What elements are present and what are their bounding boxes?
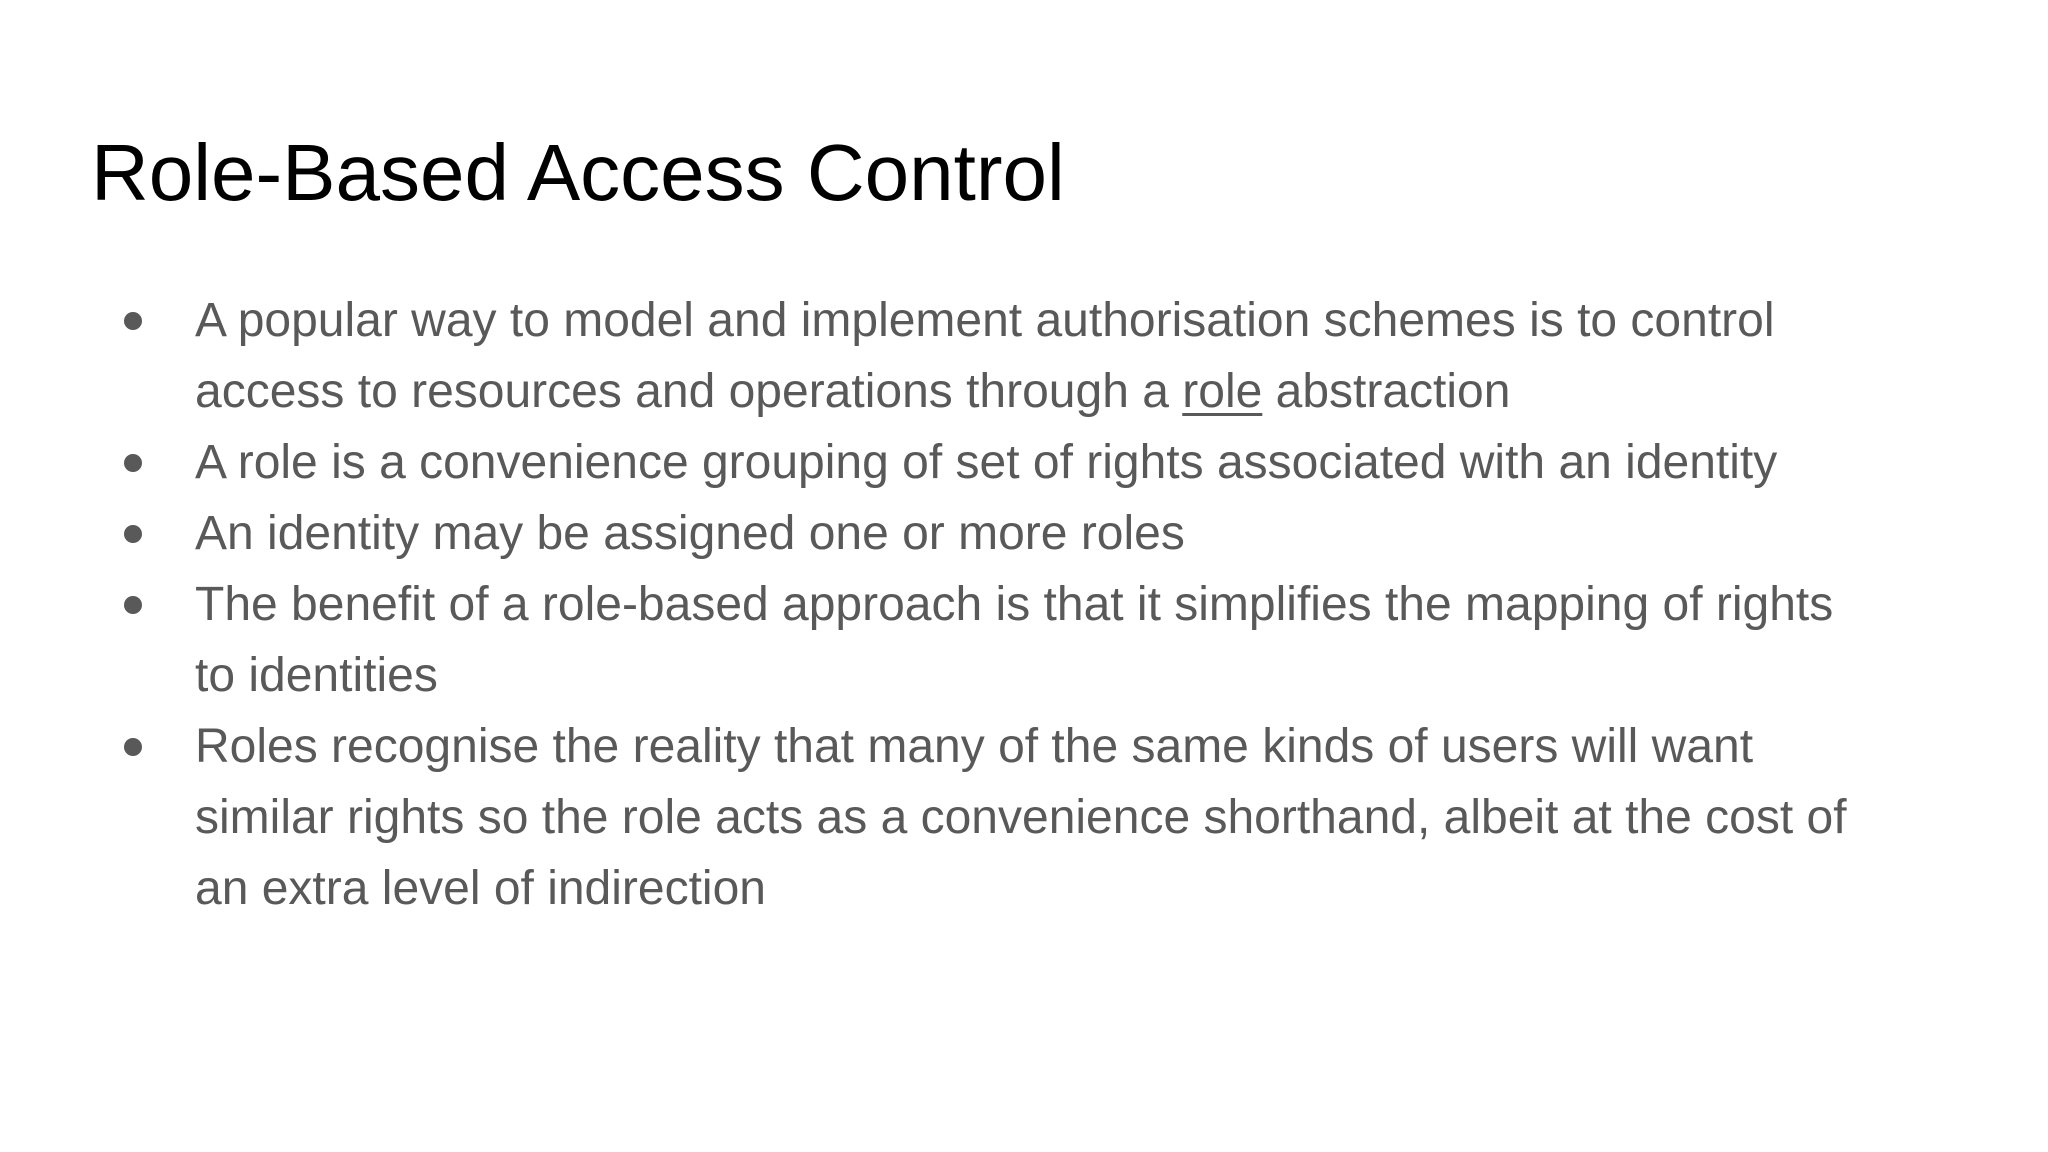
bullet-item-1 xyxy=(91,285,1991,427)
bullet-dot-icon xyxy=(124,596,142,614)
slide-title: Role-Based Access Control xyxy=(91,128,1065,217)
bullet-line: A role is a convenience grouping of set of rights associated with an identity xyxy=(195,436,1778,489)
underlined-term: role xyxy=(1182,365,1263,418)
bullet-dot-icon xyxy=(124,454,142,472)
bullet-item-4 xyxy=(91,569,1991,711)
bullet-dot-icon xyxy=(124,738,142,756)
bullet-line: The benefit of a role-based approach is that it simplifies the mapping of rights xyxy=(195,578,1834,631)
bullet-item-3 xyxy=(91,498,1991,569)
bullet-line: to identities xyxy=(195,649,438,702)
bullet-line: A popular way to model and implement authorisation schemes is to control xyxy=(195,294,1775,347)
bullet-line: Roles recognise the reality that many of the same kinds of users will want xyxy=(195,720,1754,773)
bullet-item-5 xyxy=(91,711,1991,924)
bullet-list xyxy=(91,285,1991,924)
bullet-line: similar rights so the role acts as a convenience shorthand, albeit at the cost of xyxy=(195,791,1847,844)
bullet-dot-icon xyxy=(124,312,142,330)
bullet-line: An identity may be assigned one or more roles xyxy=(195,507,1185,560)
bullet-item-2 xyxy=(91,427,1991,498)
bullet-dot-icon xyxy=(124,525,142,543)
bullet-line: access to resources and operations through a role abstraction xyxy=(195,365,1511,418)
bullet-line: an extra level of indirection xyxy=(195,862,766,915)
